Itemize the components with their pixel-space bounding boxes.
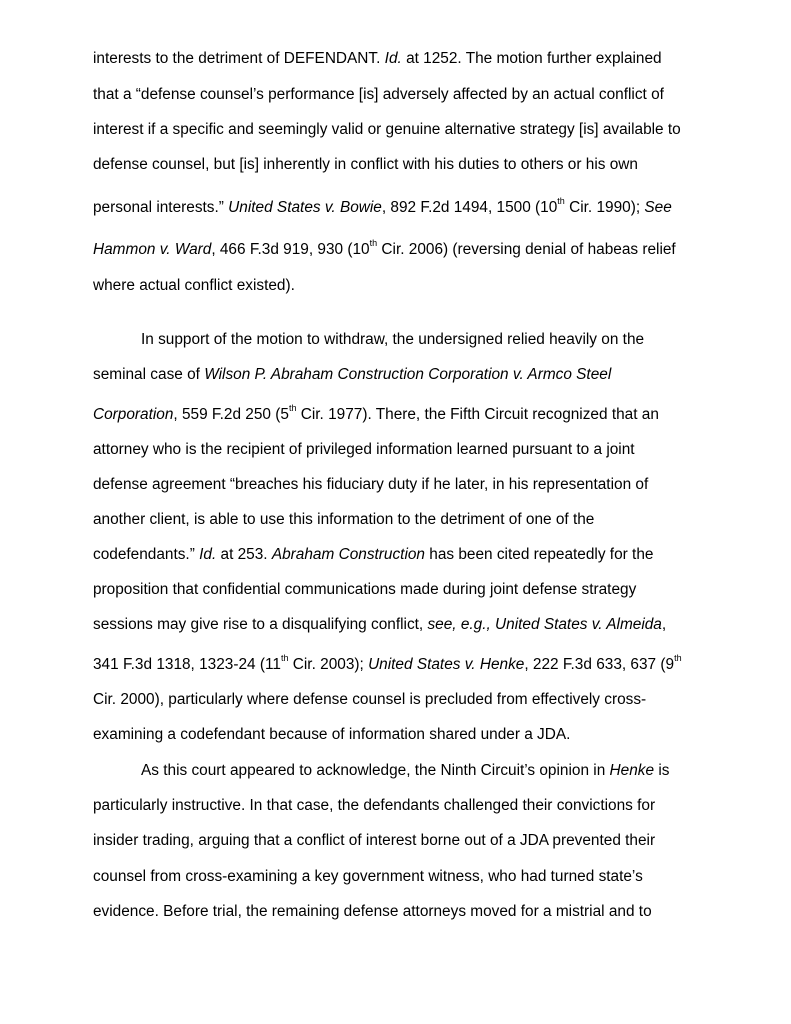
text-run: at 1252. The motion further explained <box>401 50 662 67</box>
case-citation: Corporation <box>93 406 174 423</box>
text-run: Cir. 2003); <box>288 656 369 673</box>
text-run: personal interests.” <box>93 199 229 216</box>
text-line <box>93 50 662 68</box>
case-citation: United States v. Bowie <box>228 199 382 216</box>
text-line: where actual conflict existed). <box>93 277 295 294</box>
text-run: codefendants.” <box>93 546 200 563</box>
text-run: , <box>661 616 667 633</box>
case-citation: United States v. Henke <box>368 656 525 673</box>
text-line: another client, is able to use this information to the detriment of one of the <box>93 511 595 528</box>
text-line: defense agreement “breaches his fiduciary duty if he later, in his representation of <box>93 476 649 493</box>
text-line <box>93 366 611 384</box>
superscript: th <box>369 237 378 248</box>
case-citation: Id. <box>384 50 402 67</box>
case-citation: Id. <box>199 546 217 563</box>
text-run: is <box>654 762 670 779</box>
text-run: sessions may give rise to a disqualifying conflict, <box>93 616 428 633</box>
text-run: Cir. 1990); <box>564 199 645 216</box>
superscript: th <box>674 652 682 663</box>
text-run: Cir. 1977). There, the Fifth Circuit recognized that an <box>296 406 659 423</box>
text-line <box>93 652 682 674</box>
text-line: evidence. Before trial, the remaining defense attorneys moved for a mistrial and to <box>93 903 652 920</box>
text-line: In support of the motion to withdraw, the undersigned relied heavily on the <box>141 331 645 348</box>
text-run: 341 F.3d 1318, 1323-24 (11 <box>93 656 281 673</box>
signal-word: See <box>644 199 672 216</box>
text-line: particularly instructive. In that case, the defendants challenged their convictions for <box>93 797 656 814</box>
text-run: , 559 F.2d 250 (5 <box>173 406 289 423</box>
text-run: has been cited repeatedly for the <box>424 546 654 563</box>
text-line: Cir. 2000), particularly where defense counsel is precluded from effectively cross- <box>93 691 647 708</box>
text-line <box>93 402 659 424</box>
text-run: , 466 F.3d 919, 930 (10 <box>211 241 370 258</box>
text-line <box>93 195 672 217</box>
text-line: defense counsel, but [is] inherently in conflict with his duties to others or his own <box>93 156 638 173</box>
text-line: proposition that confidential communications made during joint defense strategy <box>93 581 637 598</box>
case-citation: Wilson P. Abraham Construction Corporation v. Armco Steel <box>204 366 612 383</box>
text-line: counsel from cross-examining a key government witness, who had turned state’s <box>93 868 643 885</box>
text-run: seminal case of <box>93 366 205 383</box>
text-line <box>93 616 666 634</box>
case-citation: Abraham Construction <box>271 546 425 563</box>
text-line <box>93 237 676 259</box>
text-run: , 892 F.2d 1494, 1500 (10 <box>381 199 558 216</box>
text-run: As this court appeared to acknowledge, the Ninth Circuit’s opinion in <box>141 762 610 779</box>
case-citation: see, e.g., United States v. Almeida <box>427 616 662 633</box>
text-line <box>93 546 653 564</box>
text-run: , 222 F.3d 633, 637 (9 <box>524 656 675 673</box>
superscript: th <box>288 402 297 413</box>
text-line: interest if a specific and seemingly valid or genuine alternative strategy [is] available to <box>93 121 681 138</box>
text-run: interests to the detriment of DEFENDANT. <box>93 50 385 67</box>
superscript: th <box>280 652 289 663</box>
text-run: Cir. 2006) (reversing denial of habeas relief <box>377 241 676 258</box>
text-line <box>141 762 669 780</box>
case-citation: Hammon v. Ward <box>93 241 212 258</box>
text-run: at 253. <box>216 546 272 563</box>
text-line: attorney who is the recipient of privileged information learned pursuant to a joint <box>93 441 635 458</box>
text-line: examining a codefendant because of information shared under a JDA. <box>93 726 571 743</box>
text-line: that a “defense counsel’s performance [is] adversely affected by an actual conflict of <box>93 86 664 103</box>
text-line: insider trading, arguing that a conflict of interest borne out of a JDA prevented their <box>93 832 656 849</box>
case-citation: Henke <box>609 762 655 779</box>
superscript: th <box>557 195 565 206</box>
